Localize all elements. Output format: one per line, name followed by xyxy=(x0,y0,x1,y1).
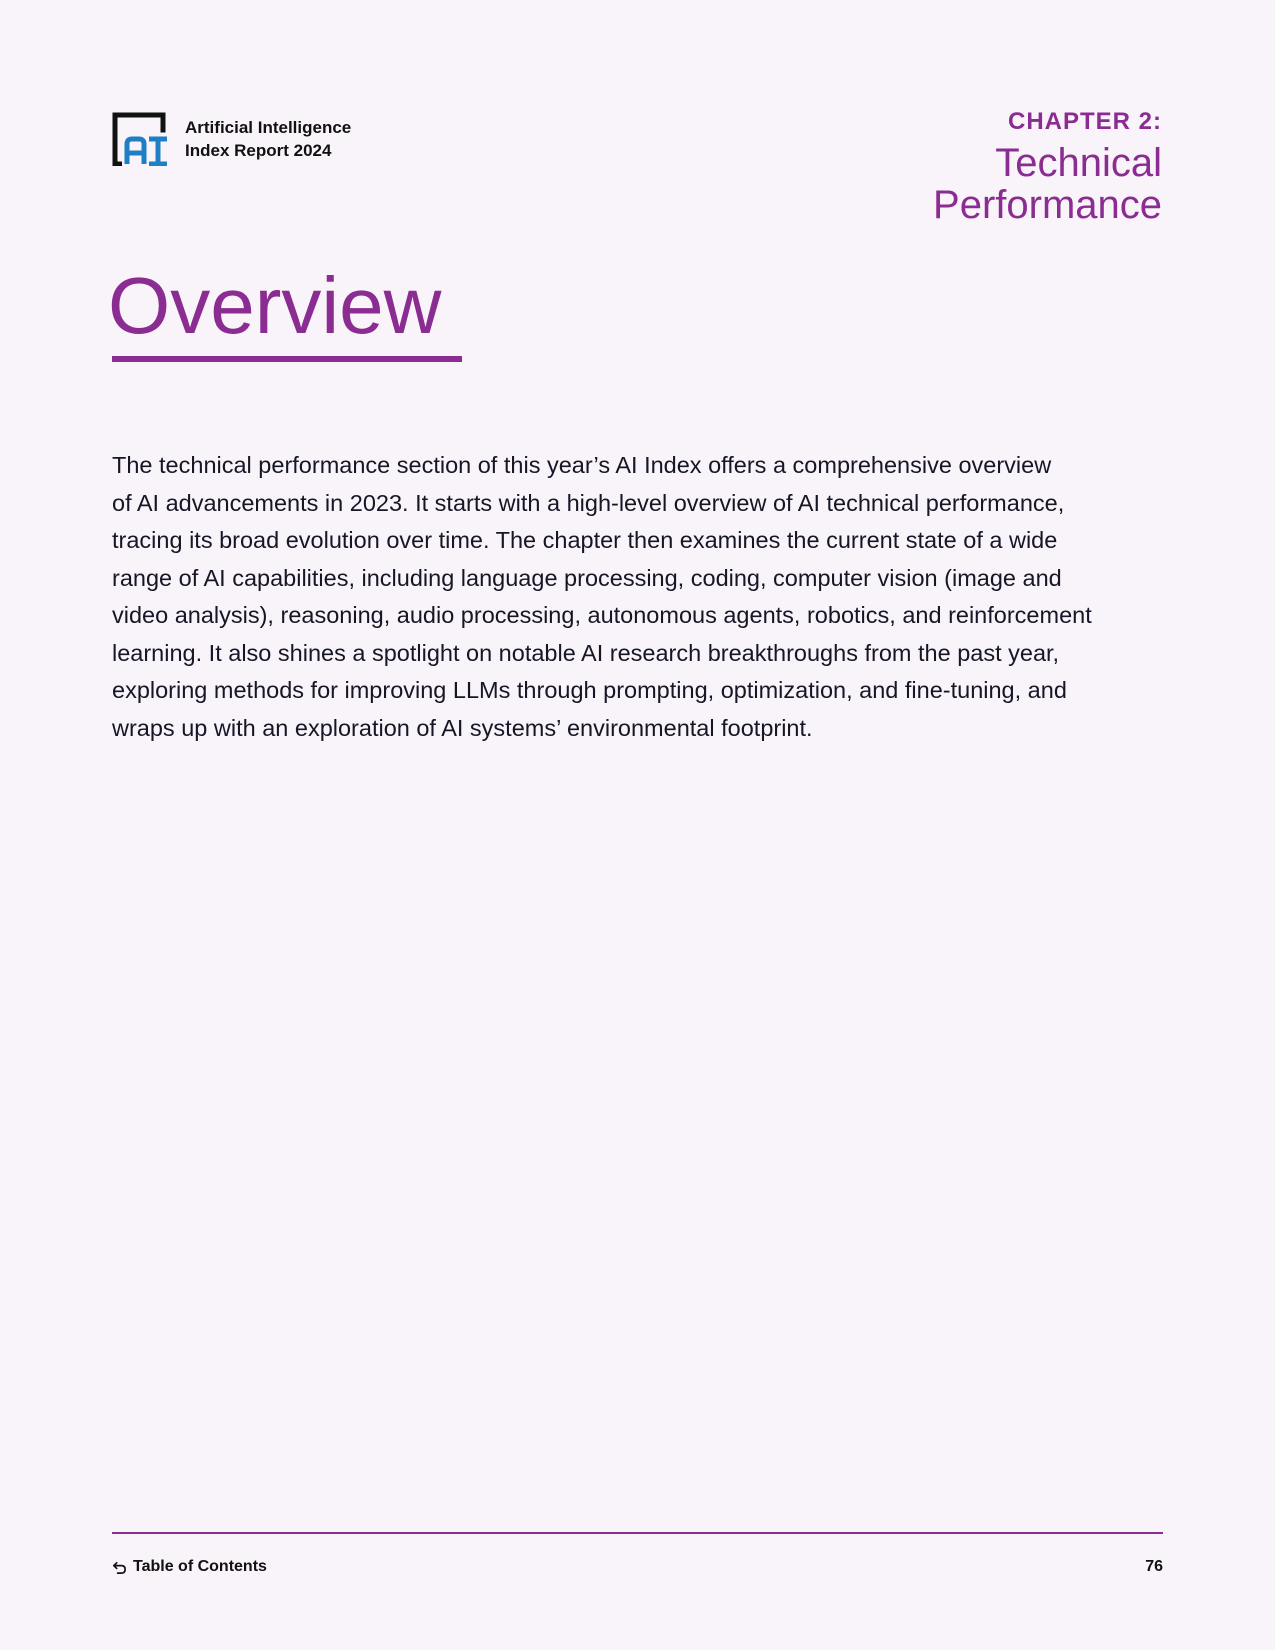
paragraph-line: The technical performance section of this year’s AI Index offers a comprehensive overview xyxy=(112,452,1052,478)
overview-paragraph xyxy=(112,447,1164,747)
table-of-contents-label[interactable]: Table of Contents xyxy=(133,1558,267,1575)
paragraph-line: tracing its broad evolution over time. The chapter then examines the current state of a wide xyxy=(112,527,1058,553)
report-name-line1: Artificial Intelligence xyxy=(185,118,352,137)
paragraph-line: wraps up with an exploration of AI systems’ environmental footprint. xyxy=(112,714,813,741)
table-of-contents-link[interactable] xyxy=(112,1558,267,1576)
report-name xyxy=(185,116,351,162)
page-title: Overview xyxy=(108,261,442,350)
page-number: 76 xyxy=(1145,1558,1163,1575)
chapter-title-line2: Performance xyxy=(933,183,1162,227)
paragraph-line: video analysis), reasoning, audio processing, autonomous agents, robotics, and reinforcement xyxy=(112,602,1092,628)
chapter-heading xyxy=(933,108,1162,226)
paragraph-line: of AI advancements in 2023. It starts with a high-level overview of AI technical performance, xyxy=(112,489,1065,516)
report-name-line2: Index Report 2024 xyxy=(185,141,332,160)
return-arrow-icon xyxy=(112,1560,127,1575)
ai-index-logo-icon xyxy=(112,112,168,166)
paragraph-line: exploring methods for improving LLMs through prompting, optimization, and fine-tuning, and xyxy=(112,677,1067,703)
report-logo xyxy=(112,112,351,166)
title-underline xyxy=(112,356,462,362)
paragraph-line: range of AI capabilities, including language processing, coding, computer vision (image and xyxy=(112,564,1062,591)
paragraph-line: learning. It also shines a spotlight on notable AI research breakthroughs from the past year, xyxy=(112,639,1060,666)
footer-divider xyxy=(112,1532,1163,1534)
chapter-title-line1: Technical xyxy=(995,141,1162,185)
chapter-label: CHAPTER 2: xyxy=(1007,108,1162,135)
chapter-title xyxy=(933,142,1162,226)
